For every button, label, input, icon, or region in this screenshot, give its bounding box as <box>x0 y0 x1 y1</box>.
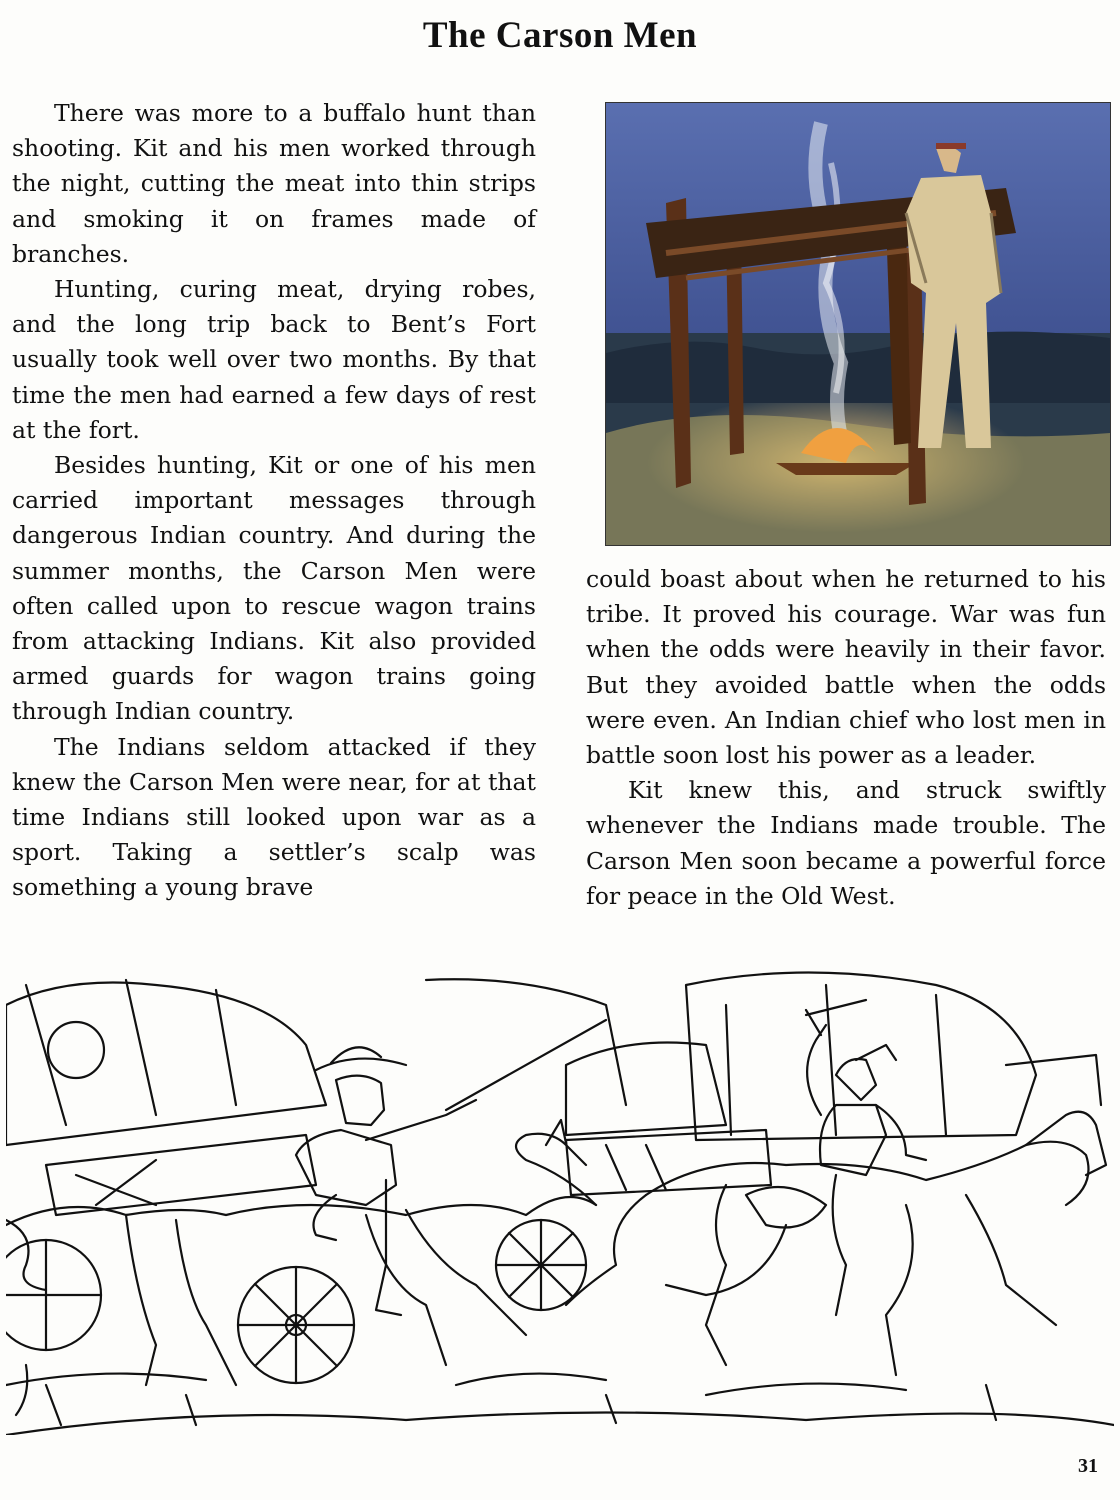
paragraph: There was more to a buffalo hunt than shooting. Kit and his men worked through the night, cutting the meat into thin strips and smoking it on frames made of branches. <box>12 99 536 268</box>
page-number: 31 <box>1078 1455 1098 1477</box>
paragraph: Besides hunting, Kit or one of his men carried important messages through dangerous Indian country. And during the summer months, the Carson Men were often called upon to rescue wagon trains from attacking Indians. Kit also provided armed guards for wagon trains going through Indian country. <box>12 451 536 726</box>
paragraph: The Indians seldom attacked if they knew the Carson Men were near, for at that time Indians still looked upon war as a sport. Taking a settler’s scalp was something a young brave <box>12 732 536 902</box>
left-text-column <box>12 96 536 906</box>
page-title: The Carson Men <box>422 15 698 56</box>
paragraph: Kit knew this, and struck swiftly whenever the Indians made trouble. The Carson Men soon became a powerful force for peace in the Old West. <box>586 776 1106 910</box>
wagon-train-battle-illustration <box>6 965 1114 1435</box>
paragraph: Hunting, curing meat, drying robes, and the long trip back to Bent’s Fort usually took well over two months. By that time the men had earned a few days of rest at the fort. <box>12 275 536 444</box>
paragraph: could boast about when he returned to his tribe. It proved his courage. War was fun when the odds were heavily in their favor. But they avoided battle when the odds were even. An Indian chief who lost men in battle soon lost his power as a leader. <box>586 565 1106 770</box>
smoking-rack-painting <box>605 102 1111 546</box>
right-text-column <box>586 562 1106 914</box>
